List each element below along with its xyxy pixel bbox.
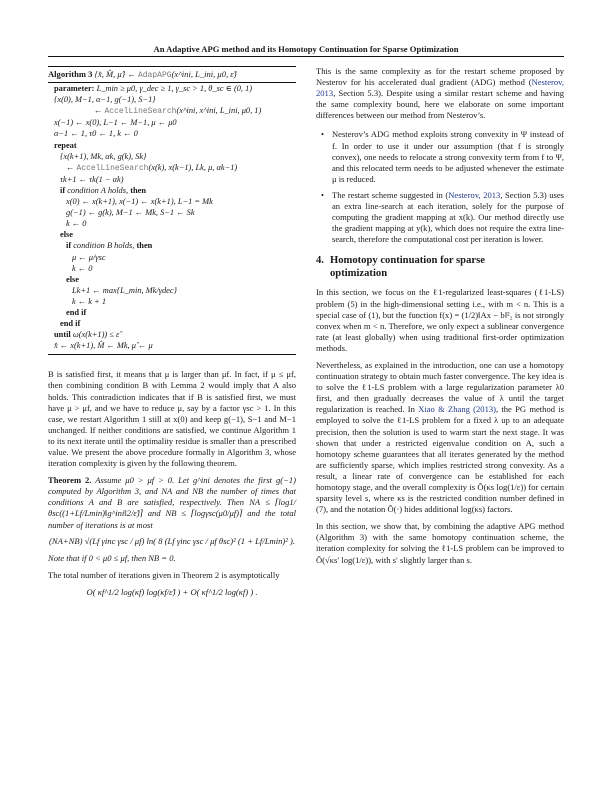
theorem-note: Note that if 0 < μ0 ≤ μf, then NB = 0.: [48, 552, 176, 563]
text: , the PG method is employed to solve the ℓ1-LS problem for a fixed λ up to an adequate precision, then the solution is used to warm start the next stage. It was shown that under a restricted eigenvalue condition on A, such a homotopy scheme guarantees that all iterates generated by the method are sufficiently sparse, which implies restricted strong convexity. As a result, a linear rate of convergence can be established for each homotopy stage, and the overall complexity is Õ(κs log(1/ε)) for certain sparsity level s, where κs is the restricted condition number defined in (7), and the notation Õ(·) hides additional log(κs) factors.: [316, 404, 565, 515]
algorithm-expression: L_min ≥ μ0, γ_dec ≥ 1, γ_sc > 1, θ_sc ∈ (0, 1): [94, 84, 253, 94]
asymptotic-equation: O( κf^1/2 log(κf) log(κf/ε̂) ) + O( κf^1/2 log(κf) ) .: [86, 586, 258, 597]
algorithm-expression: ←: [66, 162, 77, 172]
algorithm-expression: α−1 ← 1, τ0 ← 1, k ← 0: [54, 129, 138, 139]
algorithm-expression: ←: [94, 106, 105, 116]
algorithm-function-name: AdapAPG: [137, 71, 172, 80]
bullet-item: • Nesterov’s ADG method exploits strong convexity in Ψ instead of f. In order to use it under our assumption (that f is strongly convex), one needs to relocate a strong convexity term from f to Ψ, and this relocated term needs to be adjusted whenever the estimate μ is reduced.: [316, 129, 564, 184]
algorithm-expression: τk+1 ← τk(1 − αk): [60, 174, 124, 184]
right-column: [316, 66, 564, 572]
header-rule: [48, 56, 564, 57]
algorithm-line: [48, 263, 296, 274]
algorithm-call-args: (x^ini, x^ini, L_ini, μ0, 1): [176, 106, 262, 116]
algorithm-expression: μ ← μ/γsc: [72, 252, 106, 262]
paragraph: The total number of iterations given in Theorem 2 is asymptotically: [48, 569, 280, 580]
bullet-list: [316, 129, 564, 245]
algorithm-line: [48, 196, 296, 207]
algorithm-expression: Lk+1 ← max{L_min, Mk/γdec}: [72, 285, 177, 295]
citation-link[interactable]: Nesterov, 2013: [448, 189, 501, 200]
algorithm-line: [48, 340, 296, 351]
text: This is the same complexity as for the restart scheme proposed by Nesterov for his accelerated dual gradient (ADG) method (: [316, 66, 564, 88]
algorithm-expression: condition A holds,: [65, 185, 129, 195]
algorithm-expression: {x(k+1), Mk, αk, g(k), Sk}: [60, 151, 147, 161]
algorithm-line: [48, 252, 296, 263]
algorithm-line: [48, 218, 296, 229]
section-heading: [316, 255, 564, 280]
running-head: An Adaptive APG method and its Homotopy Continuation for Sparse Optimization: [153, 44, 459, 54]
algorithm-keyword: end if: [66, 307, 87, 317]
algorithm-expression: k ← 0: [66, 219, 87, 229]
algorithm-line: [48, 296, 296, 307]
algorithm-expression: x(−1) ← x(0), L−1 ← M−1, μ ← μ0: [54, 118, 177, 128]
algorithm-expression: k ← k + 1: [72, 296, 107, 306]
theorem-statement: Assume μ0 > μf > 0. Let g^ini denotes the first g(−1) computed by Algorithm 3, and NA and NB the number of times that conditions A and B are satisfied, respectively. Then NA ≤ ⌈log1/θsc((1+Lf/Lmin)‖g^ini‖2/ε̂)⌉ and NB ≤ ⌈logγsc(μ0/μf)⌉ and the total number of iterations is at most: [48, 475, 296, 530]
theorem-display-equation: (NA+NB) √(Lf γinc γsc / μf) ln( 8 (Lf γinc γsc / μf θsc)² (1 + Lf/Lmin)² ).: [49, 535, 295, 546]
algorithm-line: [48, 174, 296, 185]
algorithm-keyword: else: [66, 274, 80, 284]
algorithm-call-args: (x(k), x(k−1), Lk, μ, αk−1): [148, 162, 238, 172]
algorithm-expression: k ← 0: [72, 263, 93, 273]
text: Nevertheless, as explained in the introduction, one can use a homotopy continuation strategy to obtain much faster convergence. The key idea is to solve the ℓ1-LS problem with a large regularization parameter λ0 first, and then gradually decreases the value of λ until the target regularization is reached. In: [316, 359, 564, 415]
algorithm-expression: condition B holds,: [71, 241, 135, 251]
algorithm-arguments: (x^ini, L_ini, μ0, ε̂): [171, 69, 237, 79]
algorithm-line: [48, 105, 296, 117]
algorithm-expression: ω(x(k+1)) ≤ ε̂: [70, 330, 120, 340]
algorithm-body: [48, 83, 296, 351]
bullet-item: [316, 190, 564, 245]
section-number: 4.: [316, 255, 324, 267]
algorithm-keyword: then: [128, 185, 147, 195]
algorithm-line: [48, 240, 296, 251]
algorithm-line: [48, 307, 296, 318]
algorithm-line: [48, 162, 296, 174]
algorithm-expression: x(0) ← x(k+1), x(−1) ← x(k+1), L−1 = Mk: [66, 197, 213, 207]
paragraph: B is satisfied first, it means that μ is larger than μf. In fact, if μ ≤ μf, then combining condition B with Lemma 2 would imply that A also holds. This contradiction indicates that if B is satisfied first, we must have μ > μf, and we have to reduce μ, say by a factor γsc > 1. In this case, we restart Algorithm 1 still at x(0) and keep g(−1), S−1 and M−1 unchanged. If neither conditions are satisfied, we continue Algorithm 1 to its next iterate until the optimality residue is smaller than a prescribed value. We present the above procedure formally in Algorithm 3, whose iteration complexity is given by the following theorem.: [48, 369, 296, 469]
algorithm-line: [48, 151, 296, 162]
paragraph: [316, 360, 564, 515]
paragraph: In this section, we focus on the ℓ1-regularized least-squares (ℓ1-LS) problem (5) in the high-dimensional setting i.e., with m < n. This is a special case of (1), but the function f(x) = (1/2)‖Ax − b‖²₂ is not strongly convex when m < n. Therefore, we only expect a sublinear convergence rate (at least globally) when using traditional first-order optimization methods.: [316, 287, 564, 353]
algorithm-keyword: repeat: [54, 140, 77, 150]
citation-link[interactable]: Nesterov, 2013: [316, 77, 564, 99]
algorithm-line: [48, 94, 296, 105]
section-title: Homotopy continuation for sparse: [330, 255, 485, 267]
algorithm-line: [48, 318, 296, 329]
algorithm-expression: g(−1) ← g(k), M−1 ← Mk, S−1 ← Sk: [66, 208, 195, 218]
section-title-continued: optimization: [330, 267, 388, 279]
algorithm-keyword: until: [54, 330, 71, 340]
algorithm-line: [48, 117, 296, 128]
algorithm-line: [48, 185, 296, 196]
paragraph: [316, 66, 564, 121]
algorithm-keyword: then: [134, 241, 153, 251]
theorem-label: Theorem 2.: [48, 475, 92, 486]
algorithm-label: Algorithm 3: [48, 69, 93, 79]
algorithm-expression: x̂ ← x(k+1), M̂ ← Mk, μ̂ ← μ: [54, 341, 153, 351]
algorithm-line: [48, 329, 296, 340]
text: The restart scheme suggested in (: [332, 189, 449, 200]
algorithm-line: [48, 274, 296, 285]
algorithm-keyword: if: [66, 241, 72, 251]
citation-link[interactable]: Xiao & Zhang (2013): [418, 404, 496, 415]
algorithm-keyword: if: [60, 185, 66, 195]
left-column: [48, 66, 296, 604]
algorithm-output: {x̂, M̂, μ̂} ←: [92, 69, 138, 79]
algorithm-line: [48, 285, 296, 296]
algorithm-keyword: end if: [60, 319, 81, 329]
theorem-2: [48, 475, 296, 530]
text: , Section 5.3) uses an extra line-search at each iteration, solely for the purpose of computing the gradient mapping at x(k). Our method directly use the gradient mapping at y(k), which does not require the extra line-search, therefore the computational cost per iteration is lower.: [332, 189, 565, 245]
algorithm-line: [48, 229, 296, 240]
paragraph: In this section, we show that, by combining the adaptive APG method (Algorithm 3) with the same homotopy continuation scheme, the iteration complexity for solving the ℓ1-LS problem can be improved to Õ(√κs′ log(1/ε)), with s′ slightly larger than s.: [316, 521, 564, 565]
algorithm-call: AccelLineSearch: [76, 163, 149, 173]
algorithm-line: [48, 83, 296, 94]
algorithm-keyword: else: [60, 230, 74, 240]
text: , Section 5.3). Despite using a similar restart scheme and having the same complexity bound, here we elaborate on some important differences between our method from Nesterov’s.: [316, 88, 564, 121]
algorithm-call: AccelLineSearch: [104, 107, 177, 117]
algorithm-keyword: parameter:: [54, 84, 95, 94]
algorithm-line: [48, 140, 296, 151]
algorithm-expression: {x(0), M−1, α−1, g(−1), S−1}: [54, 95, 156, 105]
algorithm-line: [48, 128, 296, 139]
algorithm-title: [48, 67, 296, 83]
algorithm-box: [48, 66, 296, 355]
algorithm-line: [48, 207, 296, 218]
